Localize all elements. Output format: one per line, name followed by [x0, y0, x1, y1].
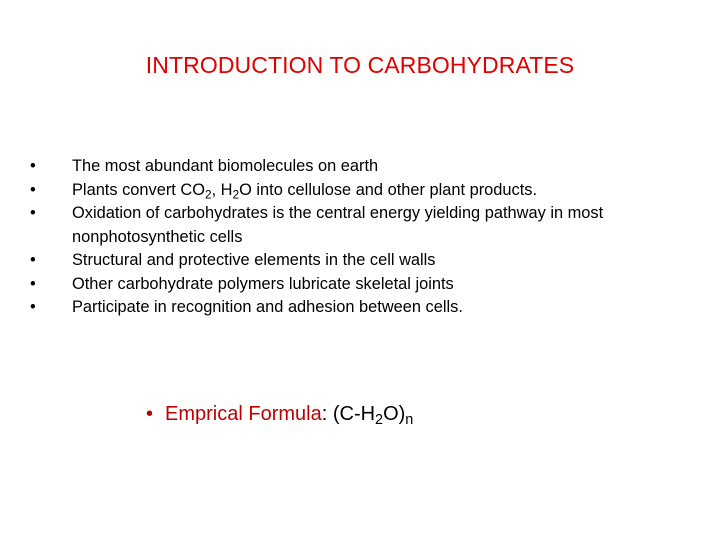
bullet-list: [30, 155, 695, 320]
bullet-text: The most abundant biomolecules on earth: [72, 157, 379, 175]
list-item: [30, 296, 695, 320]
formula-label: Emprical Formula: [165, 403, 322, 425]
empirical-formula: [146, 400, 413, 428]
bullet-text: Structural and protective elements in the cell walls: [72, 251, 436, 269]
list-item: [30, 249, 695, 273]
bullet-icon: •: [30, 180, 36, 199]
bullet-text: Oxidation of carbohydrates is the central energy yielding pathway in most nonphotosynthetic cells: [72, 204, 604, 246]
bullet-icon: •: [30, 157, 36, 175]
bullet-text-part: O into cellulose and other plant products.: [239, 180, 538, 199]
formula-colon: :: [321, 403, 328, 425]
subscript: 2: [205, 186, 212, 201]
formula-expression: O): [383, 403, 406, 425]
bullet-text: Participate in recognition and adhesion between cells.: [72, 298, 463, 316]
bullet-text-part: Plants convert CO: [72, 180, 205, 199]
bullet-icon: •: [30, 251, 36, 269]
subscript: n: [405, 412, 414, 429]
bullet-icon: •: [146, 403, 154, 425]
bullet-icon: •: [30, 204, 36, 222]
bullet-icon: •: [30, 298, 36, 316]
list-item: [30, 155, 695, 179]
list-item: [30, 273, 695, 297]
subscript: 2: [232, 186, 240, 201]
bullet-icon: •: [30, 274, 36, 293]
slide-title: INTRODUCTION TO CARBOHYDRATES: [145, 52, 575, 78]
list-item: [30, 202, 695, 249]
subscript: 2: [375, 412, 384, 429]
bullet-text-part: , H: [211, 180, 233, 199]
list-item: [30, 179, 695, 203]
bullet-text: Other carbohydrate polymers lubricate skeletal joints: [72, 274, 454, 293]
formula-expression: (C-H: [327, 403, 376, 425]
